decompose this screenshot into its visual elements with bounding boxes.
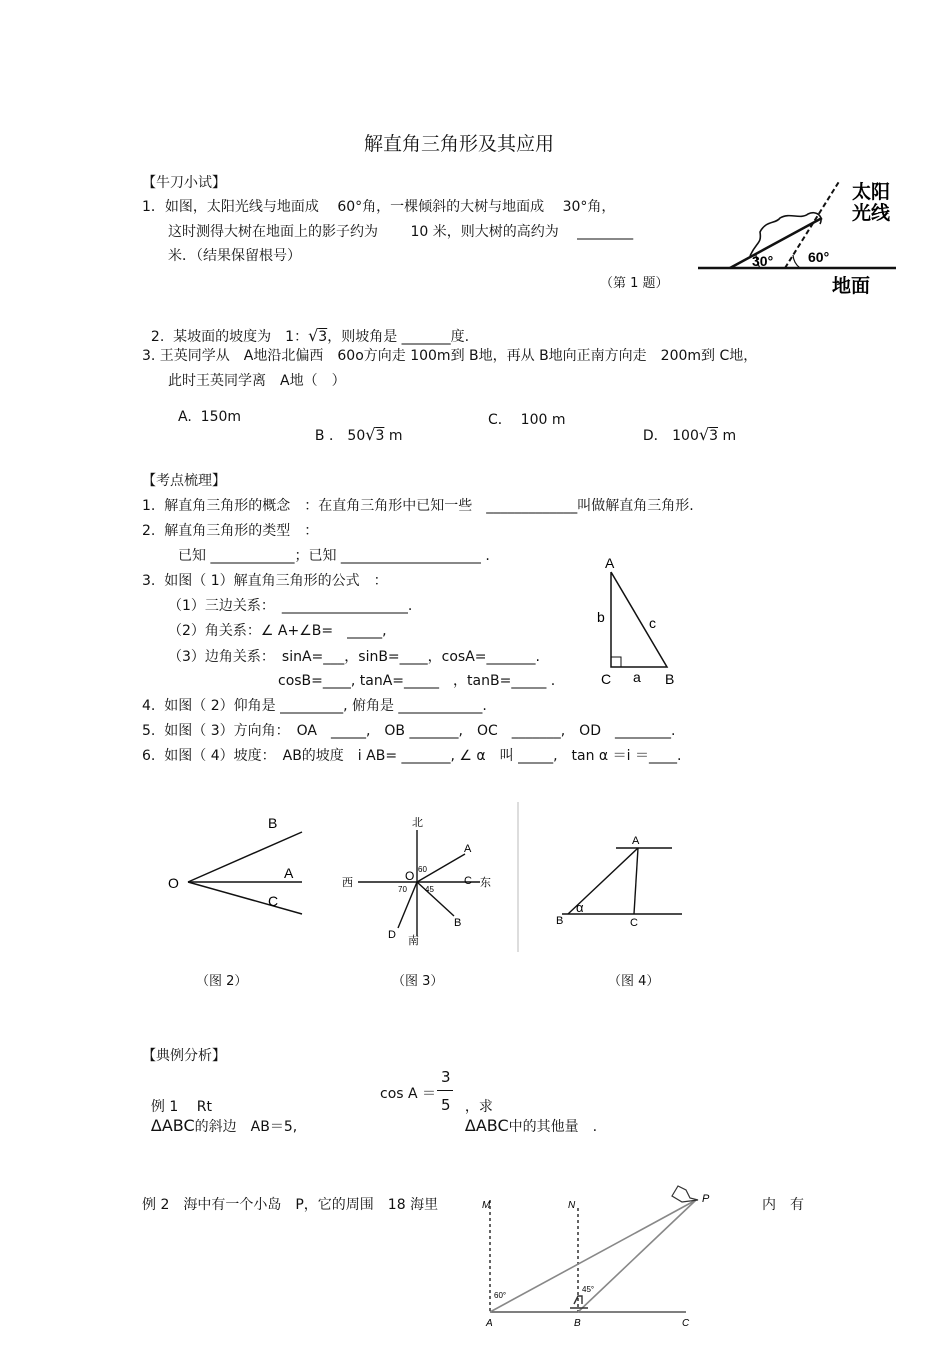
ex2-label-P: P — [702, 1193, 710, 1205]
ex1-triangle-2: ΔABC — [464, 1116, 509, 1135]
option-c: C． 100 m — [488, 412, 566, 428]
option-b-label: B ． — [314, 428, 343, 444]
ex2-angle-60: 60° — [494, 1291, 507, 1300]
fig3-label-O: O — [405, 869, 415, 883]
review-line-2b: 已知 ____________；已知 ____________________ . — [178, 548, 490, 564]
section-heading-review: 【考点梳理】 — [142, 473, 226, 489]
review-line-6: 6. 如图（ 4）坡度： AB的坡度 i AB= _______, ∠ α 叫 _____, tan α ＝i ＝____. — [142, 748, 682, 764]
fig3-label-B: B — [454, 917, 462, 929]
example-2-text-tail: 内 有 — [762, 1197, 804, 1213]
ex1-fraction-bar — [437, 1090, 453, 1091]
fig-tri-label-a: a — [633, 669, 641, 685]
option-d-unit: m — [722, 428, 737, 444]
question-3-line-1: 3. 王英同学从 A地沿北偏西 60o方向走 100m到 B地，再从 B地向正南方向走 200m到 C地， — [142, 348, 758, 364]
option-d-label: D． — [642, 428, 668, 444]
option-a: A. 150m — [178, 409, 242, 425]
option-d-root: 3 — [709, 428, 718, 444]
fig1-sun-label-1: 太阳 — [852, 182, 891, 203]
fig-tri-label-B: B — [665, 671, 675, 687]
q2-text-post: ，则坡角是 _______度. — [327, 329, 470, 345]
option-d — [634, 409, 736, 445]
option-b-root: 3 — [375, 428, 385, 444]
example-1 — [142, 1080, 297, 1136]
figure-sun-tree — [690, 172, 910, 302]
ex1-triangle: ΔABC — [150, 1116, 195, 1135]
fig4-label-A: A — [632, 835, 640, 847]
review-line-3c: （3）边角关系： sinA=___，sinB=____，cosA=_______. — [168, 649, 540, 665]
ex1-end: 中的其他量 . — [508, 1119, 598, 1135]
fig3-label-C: C — [464, 875, 472, 887]
ex2-label-A: A — [486, 1318, 493, 1329]
review-line-5: 5. 如图（ 3）方向角： OA _____, OB _______, OC _______, OD ________. — [142, 723, 676, 739]
figure-3-compass — [330, 802, 520, 952]
option-b — [306, 409, 402, 445]
section-heading-examples: 【典例分析】 — [142, 1048, 226, 1064]
fig2-label-C: C — [268, 893, 279, 909]
ex2-angle-45: 45° — [582, 1285, 595, 1294]
fig3-east: 东 — [480, 877, 491, 889]
fig3-south: 南 — [408, 935, 419, 947]
figure-2-angles — [160, 810, 310, 920]
fig4-label-C: C — [630, 917, 638, 929]
sqrt-icon: √ — [365, 425, 376, 444]
fig3-caption: （图 3） — [392, 974, 444, 989]
ex1-mid: 的斜边 AB＝5, — [194, 1119, 298, 1135]
question-1-caption: （第 1 题） — [600, 276, 669, 291]
q2-text-pre: 2. 某坡面的坡度为 1： — [150, 329, 309, 345]
fig4-label-B: B — [556, 915, 564, 927]
question-1-line-1: 1．如图，太阳光线与地面成 60°角，一棵倾斜的大树与地面成 30°角， — [142, 199, 616, 215]
fig1-angle-30: 30° — [752, 253, 774, 269]
ex2-label-C: C — [682, 1318, 690, 1329]
fig3-label-A: A — [464, 843, 472, 855]
fig-tri-label-A: A — [605, 555, 615, 571]
ex2-label-B: B — [574, 1318, 581, 1329]
fig3-north: 北 — [412, 817, 423, 829]
option-d-number: 100 — [672, 428, 699, 444]
fig3-angle-45: 45 — [425, 885, 434, 894]
fig4-caption: （图 4） — [608, 974, 660, 989]
ex2-label-M: M — [482, 1200, 491, 1211]
fig-tri-label-C: C — [601, 671, 612, 687]
fig2-label-A: A — [284, 865, 294, 881]
fig4-alpha: α — [576, 900, 584, 915]
fig-tri-label-b: b — [597, 609, 605, 625]
question-1-line-3: 米．（结果保留根号） — [168, 248, 301, 264]
ex2-label-N: N — [568, 1200, 576, 1211]
question-1-line-2: 这时测得大树在地面上的影子约为 10 米，则大树的高约为 ________ — [168, 224, 634, 240]
option-b-number: 50 — [347, 428, 366, 444]
review-line-2: 2. 解直角三角形的类型 ： — [142, 523, 319, 539]
question-3-line-2: 此时王英同学离 A地（ ） — [168, 373, 346, 389]
fig-tri-label-c: c — [649, 615, 656, 631]
ex1-fraction-denominator: 5 — [441, 1096, 451, 1114]
figure-4-slope — [548, 826, 688, 936]
fig2-caption: （图 2） — [196, 974, 248, 989]
section-heading-practice: 【牛刀小试】 — [142, 175, 226, 191]
fig3-west: 西 — [342, 877, 353, 889]
figure-right-triangle — [595, 552, 685, 692]
ex1-fraction-numerator: 3 — [441, 1068, 451, 1086]
review-line-3d: cosB=____, tanA=_____ ，tanB=_____ . — [278, 673, 556, 689]
ex1-post: ，求 — [464, 1099, 493, 1115]
q2-root: 3 — [318, 329, 328, 345]
fig2-label-B: B — [268, 815, 278, 831]
sqrt-icon: √ — [308, 326, 319, 345]
fig3-label-D: D — [388, 929, 396, 941]
review-line-3b: （2）角关系：∠ A+∠B= _____, — [168, 623, 387, 639]
review-line-1: 1. 解直角三角形的概念 ：在直角三角形中已知一些 _____________叫做解直角三角形. — [142, 498, 694, 514]
ex1-tail — [456, 1080, 597, 1136]
fig2-label-O: O — [168, 875, 179, 891]
ex1-pre: 例 1 Rt — [150, 1099, 212, 1115]
review-line-3a: （1）三边关系： __________________. — [168, 598, 413, 614]
ex1-cos-label: cos A ＝ — [380, 1086, 437, 1102]
fig3-angle-60: 60 — [418, 865, 427, 874]
figure-example-2 — [478, 1180, 718, 1330]
fig1-sun-label-2: 光线 — [852, 203, 891, 224]
page-title: 解直角三角形及其应用 — [364, 133, 555, 155]
fig1-angle-60: 60° — [808, 249, 830, 265]
review-line-3: 3. 如图（ 1）解直角三角形的公式 ： — [142, 573, 388, 589]
fig1-ground-label: 地面 — [832, 276, 871, 297]
example-2-text: 例 2 海中有一个小岛 P，它的周围 18 海里 — [142, 1197, 439, 1213]
option-b-unit: m — [388, 428, 403, 444]
question-2 — [142, 310, 469, 346]
sqrt-icon: √ — [698, 425, 710, 444]
fig3-angle-70: 70 — [398, 885, 407, 894]
review-line-4: 4. 如图（ 2）仰角是 _________, 俯角是 ____________. — [142, 698, 487, 714]
